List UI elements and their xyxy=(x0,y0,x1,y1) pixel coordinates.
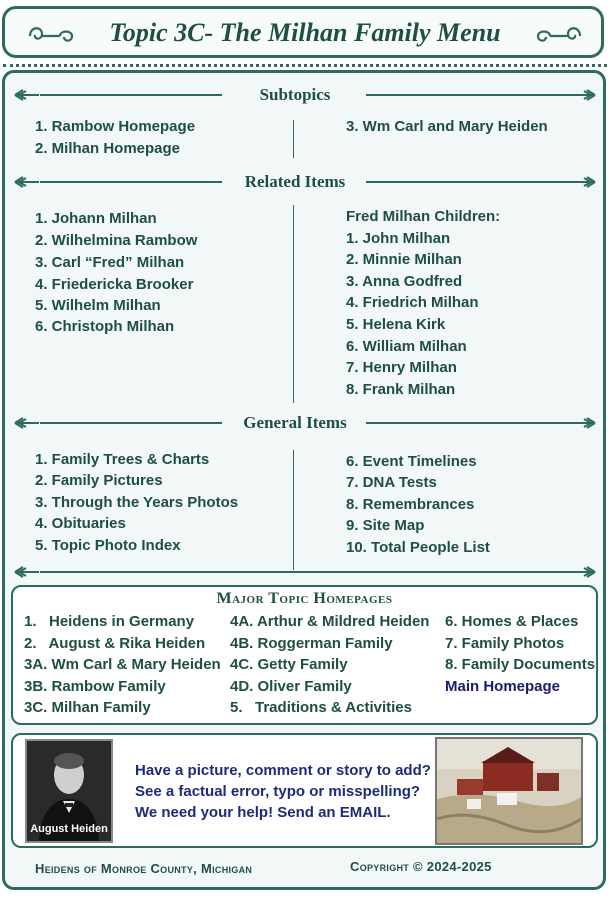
arrow-right-icon xyxy=(570,416,596,430)
help-prompt-line: Have a picture, comment or story to add? xyxy=(135,762,431,779)
section-rule xyxy=(40,181,222,183)
related-link[interactable]: 3. Carl “Fred” Milhan xyxy=(35,254,185,271)
general-link[interactable]: 6. Event Timelines xyxy=(346,453,477,470)
subtopic-link[interactable]: 2. Milhan Homepage xyxy=(35,140,181,157)
major-topic-link[interactable]: 4C. Getty Family xyxy=(230,656,348,673)
child-link[interactable]: 1. John Milhan xyxy=(346,230,451,247)
section-rule xyxy=(366,181,571,183)
related-link[interactable]: 5. Wilhelm Milhan xyxy=(35,297,161,314)
header-divider xyxy=(3,64,607,67)
section-heading-general: General Items xyxy=(243,413,347,432)
child-link[interactable]: 3. Anna Godfred xyxy=(346,273,463,290)
general-link[interactable]: 7. DNA Tests xyxy=(346,474,437,491)
section-rule xyxy=(366,94,571,96)
major-topic-link[interactable]: 2. August & Rika Heiden xyxy=(24,635,206,652)
arrow-right-icon xyxy=(570,175,596,189)
portrait-caption: August Heiden xyxy=(30,823,108,835)
subtopic-link[interactable]: 3. Wm Carl and Mary Heiden xyxy=(346,118,548,135)
farm-image-icon xyxy=(437,739,581,843)
arrow-right-icon xyxy=(570,565,596,579)
arrow-left-icon xyxy=(14,88,40,102)
subtopic-link[interactable]: 1. Rambow Homepage xyxy=(35,118,196,135)
column-divider xyxy=(293,450,294,570)
related-link[interactable]: 6. Christoph Milhan xyxy=(35,318,175,335)
major-topic-link[interactable]: 4D. Oliver Family xyxy=(230,678,352,695)
child-link[interactable]: 7. Henry Milhan xyxy=(346,359,457,376)
general-link[interactable]: 2. Family Pictures xyxy=(35,472,163,489)
arrow-right-icon xyxy=(570,88,596,102)
email-help-link[interactable]: We need your help! Send an EMAIL. xyxy=(135,804,391,821)
related-link[interactable]: 2. Wilhelmina Rambow xyxy=(35,232,198,249)
page-title: Topic 3C- The Milhan Family Menu xyxy=(109,18,501,47)
arrow-left-icon xyxy=(14,565,40,579)
child-link[interactable]: 6. William Milhan xyxy=(346,338,467,355)
august-heiden-portrait xyxy=(25,739,113,843)
general-link[interactable]: 9. Site Map xyxy=(346,517,425,534)
major-topic-link[interactable]: 7. Family Photos xyxy=(445,635,565,652)
section-rule xyxy=(366,422,571,424)
general-link[interactable]: 4. Obituaries xyxy=(35,515,126,532)
farm-photo xyxy=(435,737,583,845)
related-link[interactable]: 4. Friedericka Brooker xyxy=(35,276,194,293)
major-topic-link[interactable]: 4B. Roggerman Family xyxy=(230,635,393,652)
major-topic-link[interactable]: 3B. Rambow Family xyxy=(24,678,166,695)
major-topic-link[interactable]: 8. Family Documents xyxy=(445,656,596,673)
arrow-left-icon xyxy=(14,416,40,430)
column-divider xyxy=(293,205,294,403)
major-topic-link[interactable]: 3A. Wm Carl & Mary Heiden xyxy=(24,656,221,673)
child-link[interactable]: 8. Frank Milhan xyxy=(346,381,456,398)
child-link[interactable]: 2. Minnie Milhan xyxy=(346,251,462,268)
general-link[interactable]: 5. Topic Photo Index xyxy=(35,537,181,554)
section-heading-related: Related Items xyxy=(244,172,346,191)
general-link[interactable]: 1. Family Trees & Charts xyxy=(35,451,210,468)
related-link[interactable]: 1. Johann Milhan xyxy=(35,210,157,227)
major-topic-link[interactable]: 5. Traditions & Activities xyxy=(230,699,412,716)
major-topic-link[interactable]: 4A. Arthur & Mildred Heiden xyxy=(230,613,430,630)
general-link[interactable]: 10. Total People List xyxy=(346,539,490,556)
help-prompt-line: See a factual error, typo or misspelling? xyxy=(135,783,421,800)
arrow-left-icon xyxy=(14,175,40,189)
site-name-footer: Heidens of Monroe County, Michigan xyxy=(35,861,253,876)
section-rule xyxy=(40,422,222,424)
child-link[interactable]: 5. Helena Kirk xyxy=(346,316,446,333)
major-topic-link[interactable]: 3C. Milhan Family xyxy=(24,699,151,716)
column-divider xyxy=(293,120,294,158)
major-topics-heading: Major Topic Homepages xyxy=(216,590,393,607)
child-link[interactable]: 4. Friedrich Milhan xyxy=(346,294,479,311)
general-link[interactable]: 8. Remembrances xyxy=(346,496,475,513)
main-homepage-link[interactable]: Main Homepage xyxy=(445,678,561,695)
section-rule xyxy=(40,571,571,573)
section-rule xyxy=(40,94,222,96)
major-topic-link[interactable]: 6. Homes & Places xyxy=(445,613,579,630)
major-topic-link[interactable]: 1. Heidens in Germany xyxy=(24,613,195,630)
children-list-title: Fred Milhan Children: xyxy=(346,208,501,225)
section-heading-subtopics: Subtopics xyxy=(259,85,331,104)
copyright-footer: Copyright © 2024-2025 xyxy=(350,859,492,874)
general-link[interactable]: 3. Through the Years Photos xyxy=(35,494,239,511)
